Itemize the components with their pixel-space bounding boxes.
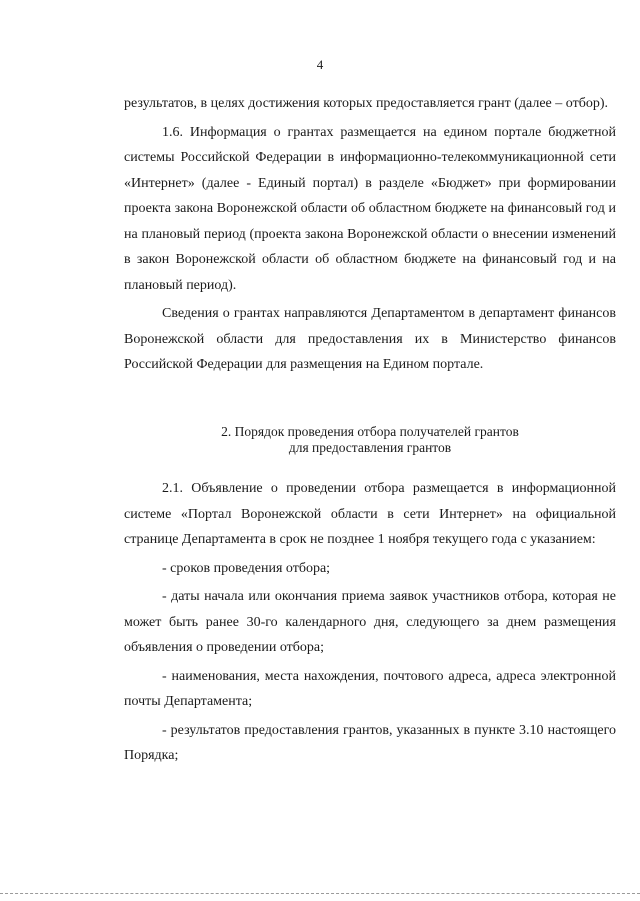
section-1-text [124,91,616,378]
section-2-heading-line-2: для предоставления грантов [288,440,452,455]
paragraph-2-1: 2.1. Объявление о проведении отбора размещается в информационной системе «Портал Воронежской области в сети Интернет» на официальной странице Департамента в срок не позднее 1 ноября текущего года с указанием: [124,481,616,547]
section-2-heading-line-1: 2. Порядок проведения отбора получателей грантов [221,424,519,439]
page-number: 4 [316,57,324,72]
paragraph-continuation: результатов, в целях достижения которых предоставляется грант (далее – отбор). [124,96,608,111]
list-item-dates: - даты начала или окончания приема заявок участников отбора, которая не может быть ранее 30-го календарного дня, следующего за днем размещения объявления о проведении отбора; [124,589,616,655]
paragraph-grant-info: Сведения о грантах направляются Департаментом в департамент финансов Воронежской области для предоставления их в Министерство финансов Российской Федерации для размещения на Едином портале. [124,306,616,372]
section-2-text [124,476,616,769]
section-2-heading [124,424,616,456]
paragraph-1-6: 1.6. Информация о грантах размещается на едином портале бюджетной системы Российской Федерации в информационно-телекоммуникационной сети «Интернет» (далее - Единый портал) в разделе «Бюджет» при формировании проекта закона Воронежской области об областном бюджете на финансовый год и на плановый период (проекта закона Воронежской области о внесении изменений в закон Воронежской области об областном бюджете на финансовый год и на плановый период). [124,124,616,293]
list-item-address: - наименования, места нахождения, почтового адреса, адреса электронной почты Департамента; [124,668,616,709]
list-item-terms: - сроков проведения отбора; [162,560,331,576]
list-item-results: - результатов предоставления грантов, указанных в пункте 3.10 настоящего Порядка; [124,722,616,763]
bottom-divider [0,893,640,894]
